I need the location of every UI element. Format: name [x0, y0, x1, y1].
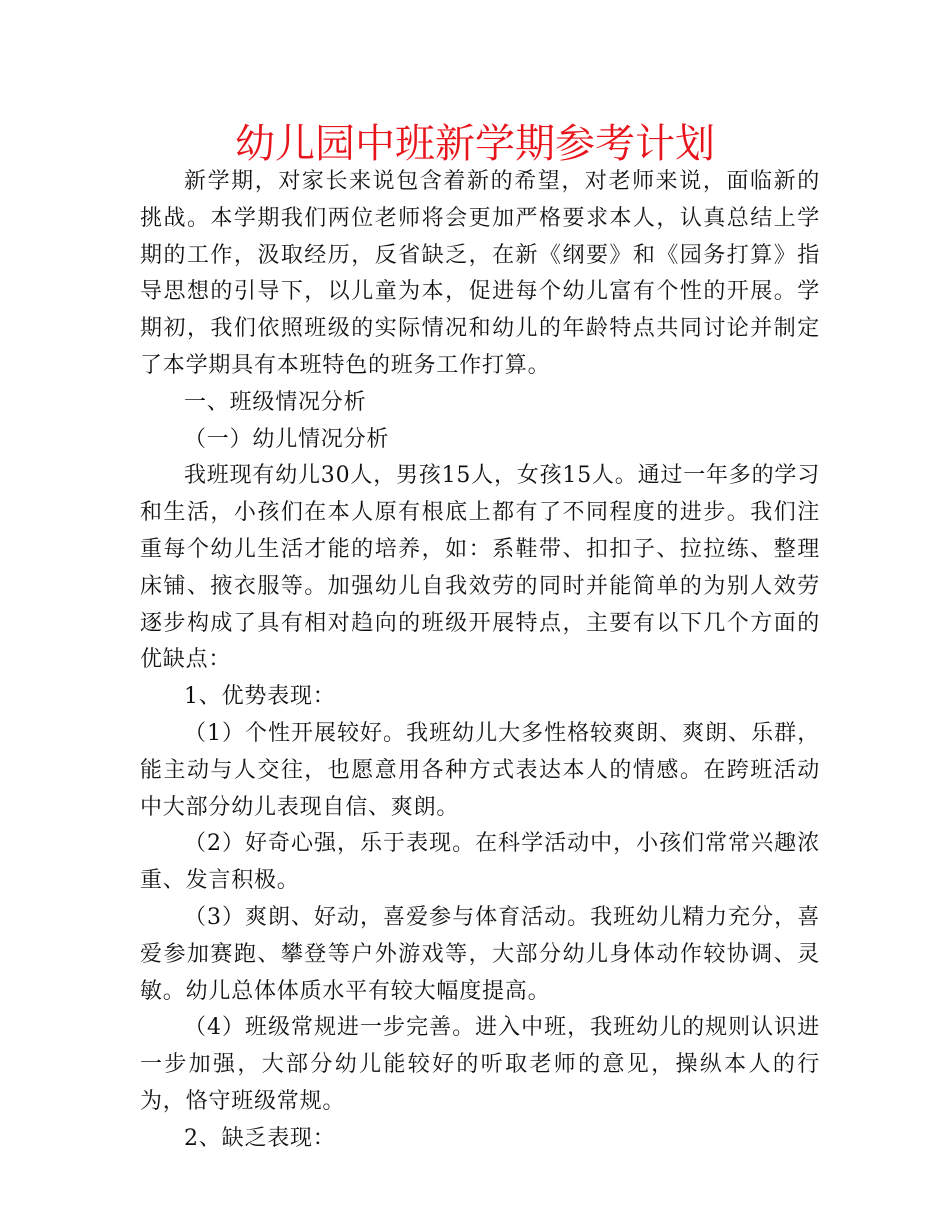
document-title: 幼儿园中班新学期参考计划 [235, 121, 715, 167]
strength-item-4: （4）班级常规进一步完善。进入中班，我班幼儿的规则认识进一步加强，大部分幼儿能较好的听取老师的意见，操纵本人的行为，恪守班级常规。 [140, 1015, 820, 1114]
strength-item-2: （2）好奇心强，乐于表现。在科学活动中，小孩们常常兴趣浓重、发言积极。 [140, 831, 820, 894]
child-analysis-paragraph: 我班现有幼儿30人，男孩15人，女孩15人。通过一年多的学习和生活，小孩们在本人原有根底上都有了不同程度的进步。我们注重每个幼儿生活才能的培养，如：系鞋带、扣扣子、拉拉练、整理床铺、掖衣服等。加强幼儿自我效劳的同时并能简单的为别人效劳逐步构成了具有相对趋向的班级开展特点，主要有以下几个方面的优缺点： [140, 463, 820, 673]
document-body [140, 164, 820, 1158]
strengths-heading: 1、优势表现： [184, 684, 336, 710]
section-heading-class-analysis: 一、班级情况分析 [184, 389, 367, 415]
strength-item-1: （1）个性开展较好。我班幼儿大多性格较爽朗、爽朗、乐群，能主动与人交往，也愿意用各种方式表达本人的情感。在跨班活动中大部分幼儿表现自信、爽朗。 [140, 720, 820, 820]
strength-item-3: （3）爽朗、好动，喜爱参与体育活动。我班幼儿精力充分，喜爱参加赛跑、攀登等户外游戏等，大部分幼儿身体动作较协调、灵敏。幼儿总体体质水平有较大幅度提高。 [140, 904, 820, 1004]
intro-paragraph: 新学期，对家长来说包含着新的希望，对老师来说，面临新的挑战。本学期我们两位老师将会更加严格要求本人，认真总结上学期的工作，汲取经历，反省缺乏，在新《纲要》和《园务打算》指导思想的引导下，以儿童为本，促进每个幼儿富有个性的开展。学期初，我们依照班级的实际情况和幼儿的年龄特点共同讨论并制定了本学期具有本班特色的班务工作打算。 [140, 169, 820, 378]
weaknesses-heading: 2、缺乏表现： [184, 1125, 336, 1151]
subsection-heading-child-analysis: （一）幼儿情况分析 [184, 426, 390, 452]
